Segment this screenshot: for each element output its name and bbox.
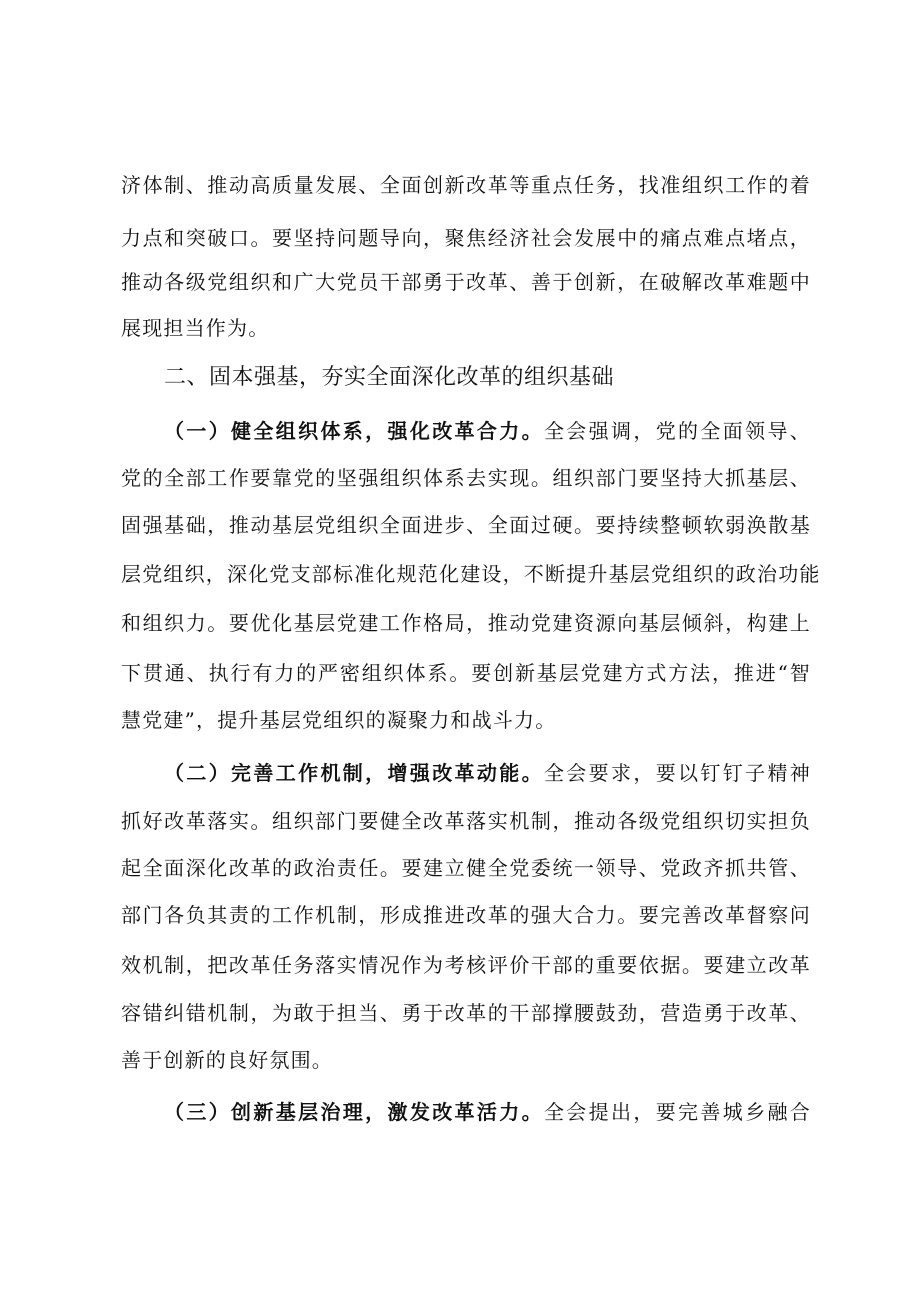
sub2-line-5: 效机制，把改革任务落实情况作为考核评价干部的重要依据。要建立改革 bbox=[121, 953, 811, 977]
sub3-first-line bbox=[164, 1099, 811, 1125]
sub2-line-2: 抓好改革落实。组织部门要健全改革落实机制，推动各级党组织切实担负 bbox=[121, 809, 811, 833]
sub1-line-3: 固强基础，推动基层党组织全面进步、全面过硬。要持续整顿软弱涣散基 bbox=[121, 513, 811, 537]
sub3-first-line-rest: 全会提出，要完善城乡融合 bbox=[543, 1100, 811, 1124]
sub2-line-3: 起全面深化改革的政治责任。要建立健全党委统一领导、党政齐抓共管、 bbox=[121, 856, 811, 880]
sub2-title: （二）完善工作机制，增强改革动能。 bbox=[164, 761, 544, 785]
section-heading: 二、固本强基，夯实全面深化改革的组织基础 bbox=[164, 365, 615, 390]
sub1-line-5: 和组织力。要优化基层党建工作格局，推动党建资源向基层倾斜，构建上 bbox=[121, 611, 811, 635]
sub1-title: （一）健全组织体系，强化改革合力。 bbox=[164, 419, 544, 443]
sub1-line-2: 党的全部工作要靠党的坚强组织体系去实现。组织部门要坚持大抓基层、 bbox=[121, 466, 811, 490]
sub1-first-line bbox=[164, 418, 811, 444]
sub3-title: （三）创新基层治理，激发改革活力。 bbox=[164, 1100, 544, 1124]
sub2-line-6: 容错纠错机制，为敢于担当、勇于改革的干部撑腰鼓劲，营造勇于改革、 bbox=[121, 1001, 811, 1025]
para1-line-3: 推动各级党组织和广大党员干部勇于改革、善于创新，在破解改革难题中 bbox=[121, 270, 811, 294]
sub1-line-4: 层党组织，深化党支部标准化规范化建设，不断提升基层党组织的政治功能 bbox=[121, 562, 821, 586]
sub2-line-4: 部门各负其责的工作机制，形成推进改革的强大合力。要完善改革督察问 bbox=[121, 903, 811, 927]
sub1-line-7: 慧党建”，提升基层党组织的凝聚力和战斗力。 bbox=[121, 708, 557, 732]
sub2-first-line bbox=[164, 760, 811, 786]
para1-line-4: 展现担当作为。 bbox=[121, 316, 270, 340]
para1-line-1: 济体制、推动高质量发展、全面创新改革等重点任务，找准组织工作的着 bbox=[121, 173, 811, 197]
para1-line-2: 力点和突破口。要坚持问题导向，聚焦经济社会发展中的痛点难点堵点， bbox=[121, 226, 811, 250]
sub1-first-line-rest: 全会强调，党的全面领导、 bbox=[543, 419, 811, 443]
sub2-line-7: 善于创新的良好氛围。 bbox=[121, 1048, 333, 1072]
sub2-first-line-rest: 全会要求，要以钉钉子精神 bbox=[543, 761, 811, 785]
sub1-line-6: 下贯通、执行有力的严密组织体系。要创新基层党建方式方法，推进“智 bbox=[121, 661, 811, 685]
